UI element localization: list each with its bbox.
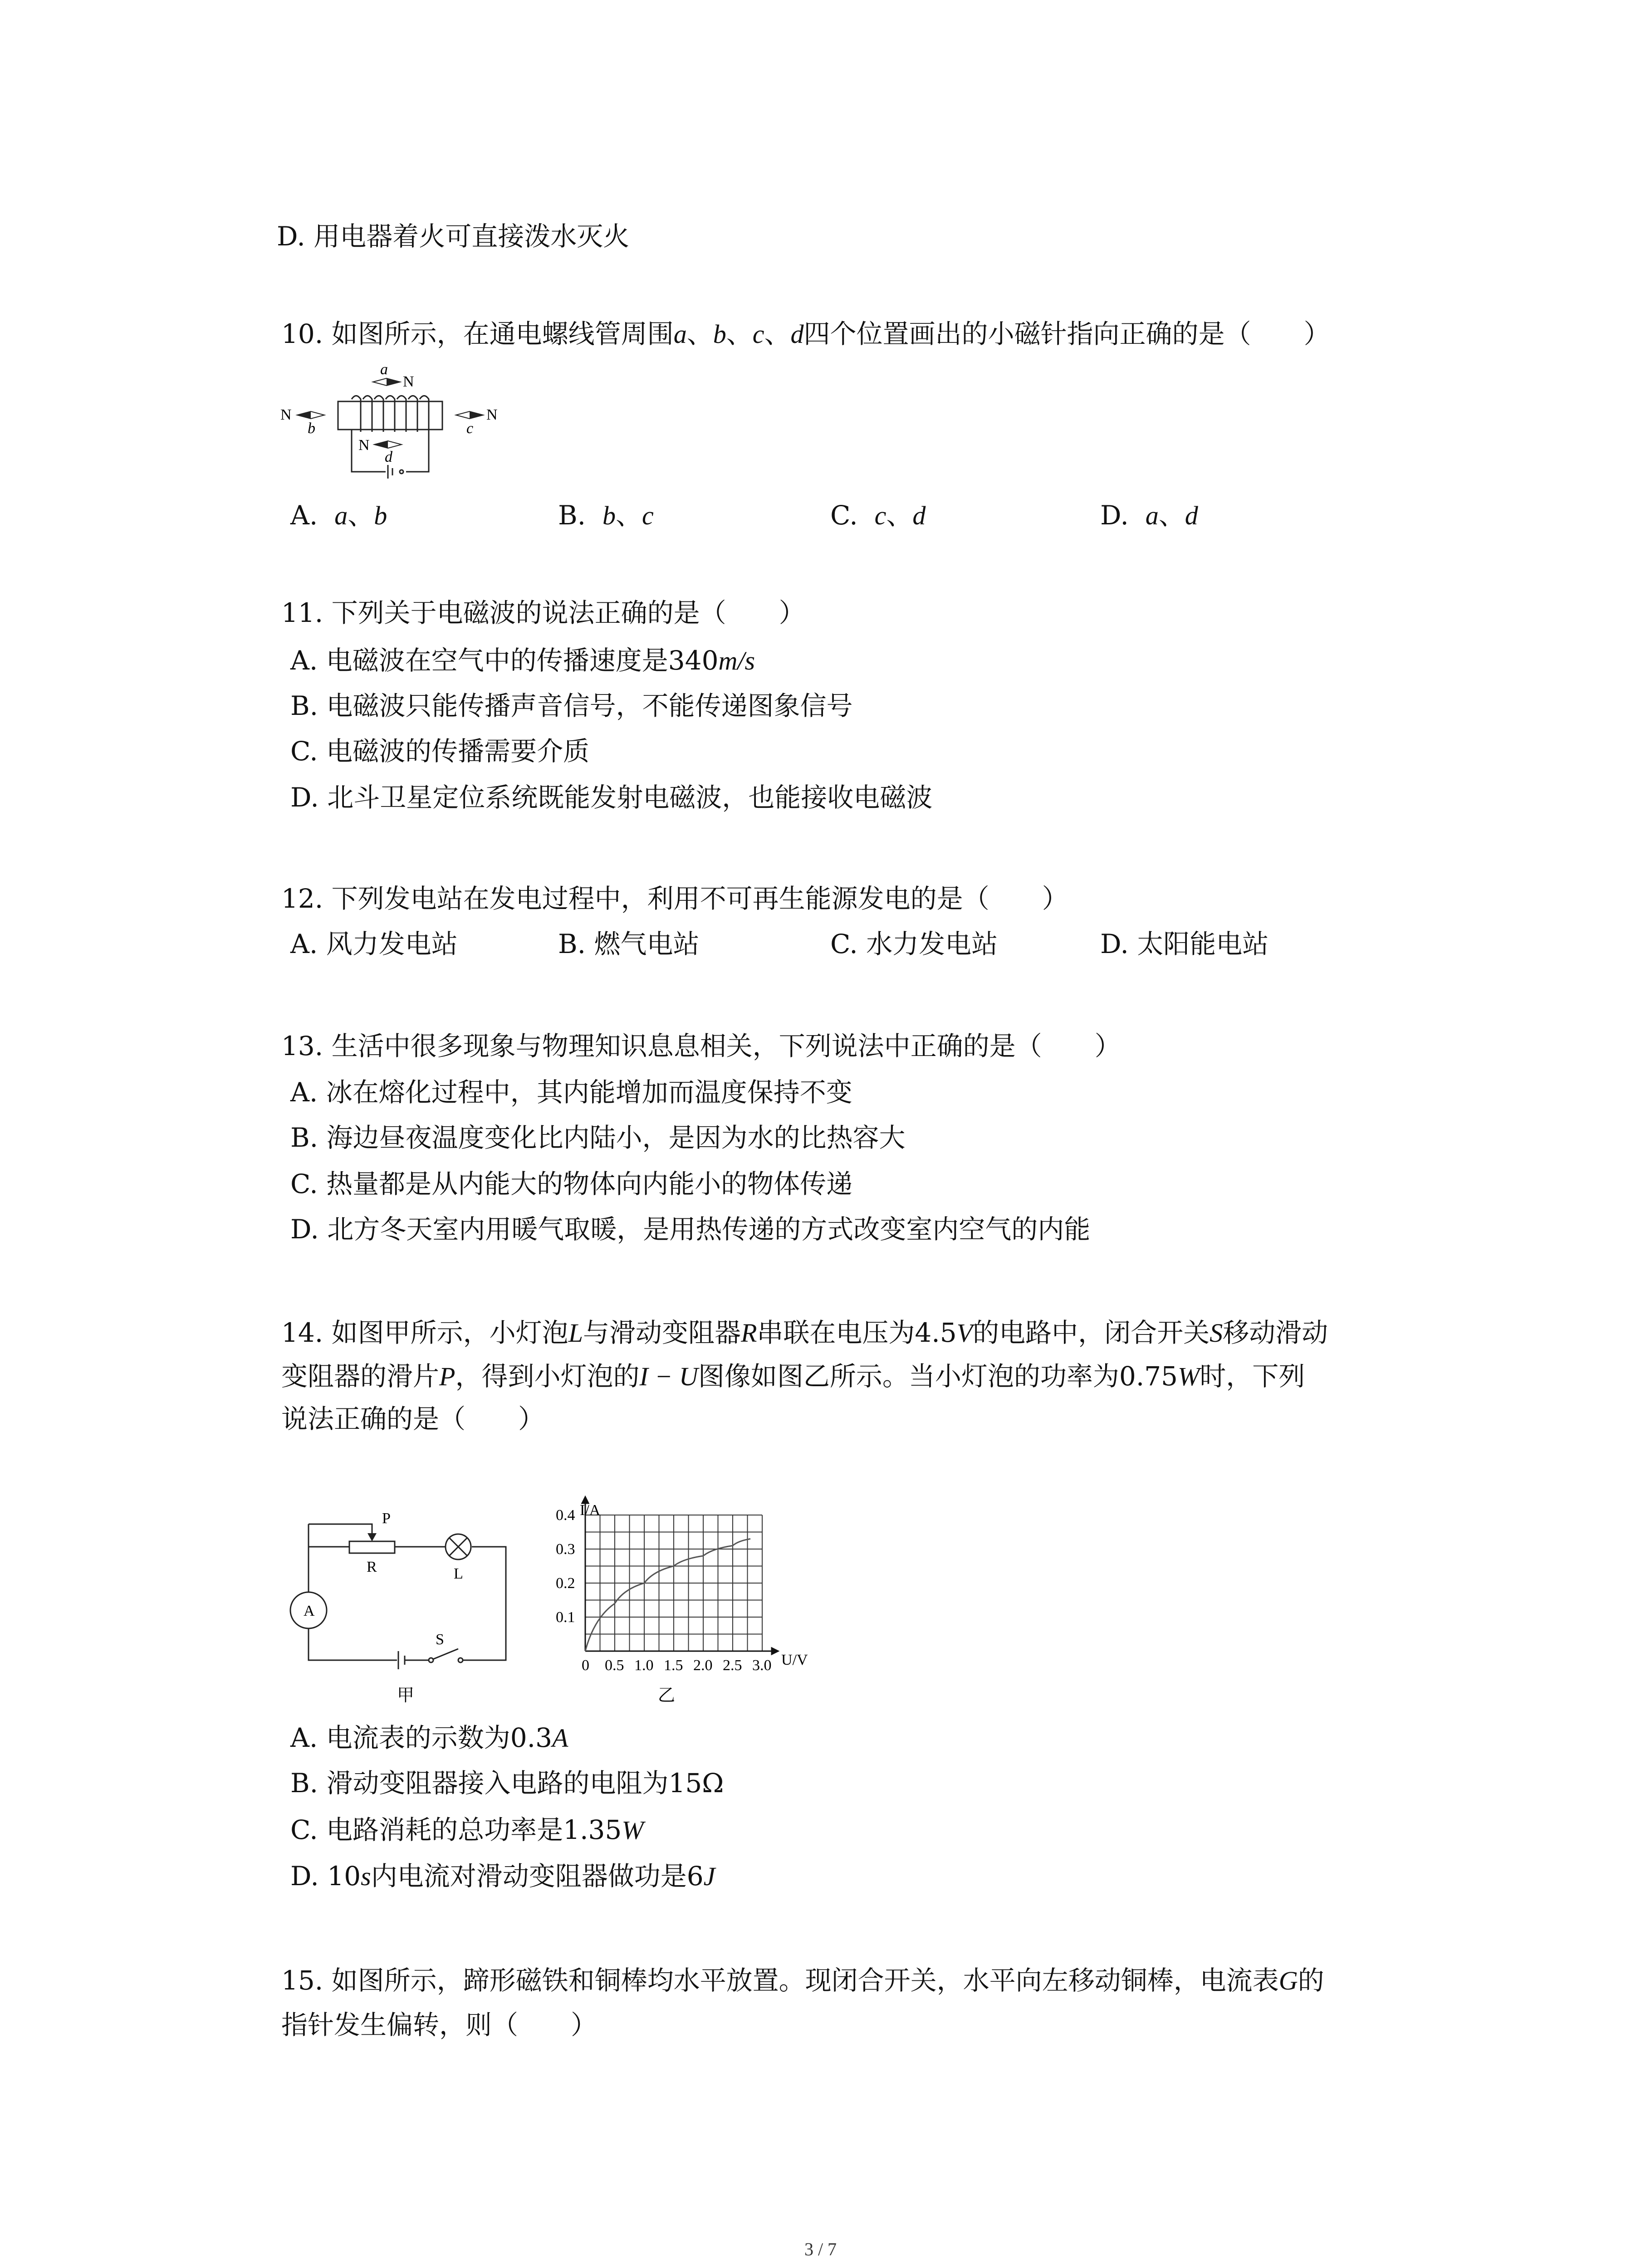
q10-stem: 10. 如图所示，在通电螺线管周围a、b、c、d四个位置画出的小磁针指向正确的是（ ） <box>281 318 1330 349</box>
q10-option-b: B. b、c <box>558 500 654 531</box>
q13-option-a: A. 冰在熔化过程中，其内能增加而温度保持不变 <box>290 1077 852 1108</box>
q14-option-d: D. 10s内电流对滑动变阻器做功是6J <box>290 1861 715 1892</box>
label-c: c <box>466 420 474 437</box>
x-axis-label: U/V <box>781 1652 808 1668</box>
q9-option-d: D. 用电器着火可直接泼水灭火 <box>277 221 630 252</box>
iu-chart <box>535 1483 826 1710</box>
y-tick-label: 0.2 <box>556 1575 575 1592</box>
x-tick-label: 0.5 <box>605 1657 624 1674</box>
q12-option-d: D. 太阳能电站 <box>1100 929 1269 959</box>
q10-option-c: C. c、d <box>830 500 926 531</box>
q13-option-b: B. 海边昼夜温度变化比内陆小，是因为水的比热容大 <box>290 1122 906 1153</box>
q10-option-d: D. a、d <box>1100 500 1198 531</box>
q11-option-c: C. 电磁波的传播需要介质 <box>290 736 590 767</box>
y-tick-label: 0.3 <box>556 1541 575 1558</box>
circuit-figure <box>281 1488 517 1715</box>
label-p: P <box>382 1510 391 1527</box>
label-c-n: N <box>486 406 498 423</box>
solenoid-figure <box>272 358 517 490</box>
y-tick-label: 0.1 <box>556 1609 575 1626</box>
caption-jia: 甲 <box>397 1685 415 1705</box>
q14-stem-line1: 14. 如图甲所示，小灯泡L与滑动变阻器R串联在电压为4.5V的电路中，闭合开关S移动滑动 <box>281 1317 1328 1348</box>
caption-yi: 乙 <box>658 1685 676 1705</box>
q11-stem: 11. 下列关于电磁波的说法正确的是（ ） <box>281 597 805 628</box>
q14-stem-line3: 说法正确的是（ ） <box>281 1403 545 1434</box>
q10-option-a: A. a、b <box>290 500 387 531</box>
y-axis-label: I/A <box>580 1502 601 1519</box>
q14-option-a: A. 电流表的示数为0.3A <box>290 1722 568 1753</box>
label-b-n: N <box>280 406 292 423</box>
q13-stem: 13. 生活中很多现象与物理知识息息相关，下列说法中正确的是（ ） <box>281 1031 1121 1061</box>
q13-option-c: C. 热量都是从内能大的物体向内能小的物体传递 <box>290 1168 853 1199</box>
x-tick-label: 2.5 <box>723 1657 742 1674</box>
page-number: 3 / 7 <box>804 2239 837 2259</box>
q12-stem: 12. 下列发电站在发电过程中，利用不可再生能源发电的是（ ） <box>281 883 1068 914</box>
q11-option-b: B. 电磁波只能传播声音信号，不能传递图象信号 <box>290 690 853 721</box>
x-tick-label: 0 <box>582 1657 589 1674</box>
q14-stem-line2: 变阻器的滑片P，得到小灯泡的I − U图像如图乙所示。当小灯泡的功率为0.75W时，下列 <box>281 1361 1305 1392</box>
label-s: S <box>436 1631 444 1648</box>
q11-option-a: A. 电磁波在空气中的传播速度是340m/s <box>290 645 755 676</box>
y-tick-label: 0.4 <box>556 1507 575 1524</box>
label-d-n: N <box>358 437 370 454</box>
q12-option-a: A. 风力发电站 <box>290 929 458 959</box>
label-a: a <box>380 361 388 378</box>
q14-option-b: B. 滑动变阻器接入电路的电阻为15Ω <box>290 1768 724 1799</box>
x-tick-label: 1.5 <box>664 1657 683 1674</box>
q15-stem-line2: 指针发生偏转，则（ ） <box>281 2009 598 2040</box>
q12-option-c: C. 水力发电站 <box>830 929 998 959</box>
q11-option-d: D. 北斗卫星定位系统既能发射电磁波，也能接收电磁波 <box>290 782 933 813</box>
label-r: R <box>367 1559 377 1575</box>
q14-option-c: C. 电路消耗的总功率是1.35W <box>290 1814 644 1845</box>
ammeter-label: A <box>304 1603 315 1619</box>
x-tick-label: 2.0 <box>693 1657 713 1674</box>
label-l: L <box>454 1565 463 1582</box>
q12-option-b: B. 燃气电站 <box>558 929 700 959</box>
x-tick-label: 3.0 <box>752 1657 772 1674</box>
label-b: b <box>308 420 315 437</box>
x-axis-arrow <box>772 1648 778 1654</box>
x-tick-label: 1.0 <box>634 1657 654 1674</box>
q15-stem-line1: 15. 如图所示，蹄形磁铁和铜棒均水平放置。现闭合开关，水平向左移动铜棒，电流表G的 <box>281 1965 1324 1996</box>
label-a-n: N <box>403 373 414 390</box>
q13-option-d: D. 北方冬天室内用暖气取暖，是用热传递的方式改变室内空气的内能 <box>290 1214 1091 1245</box>
label-d: d <box>385 449 392 465</box>
